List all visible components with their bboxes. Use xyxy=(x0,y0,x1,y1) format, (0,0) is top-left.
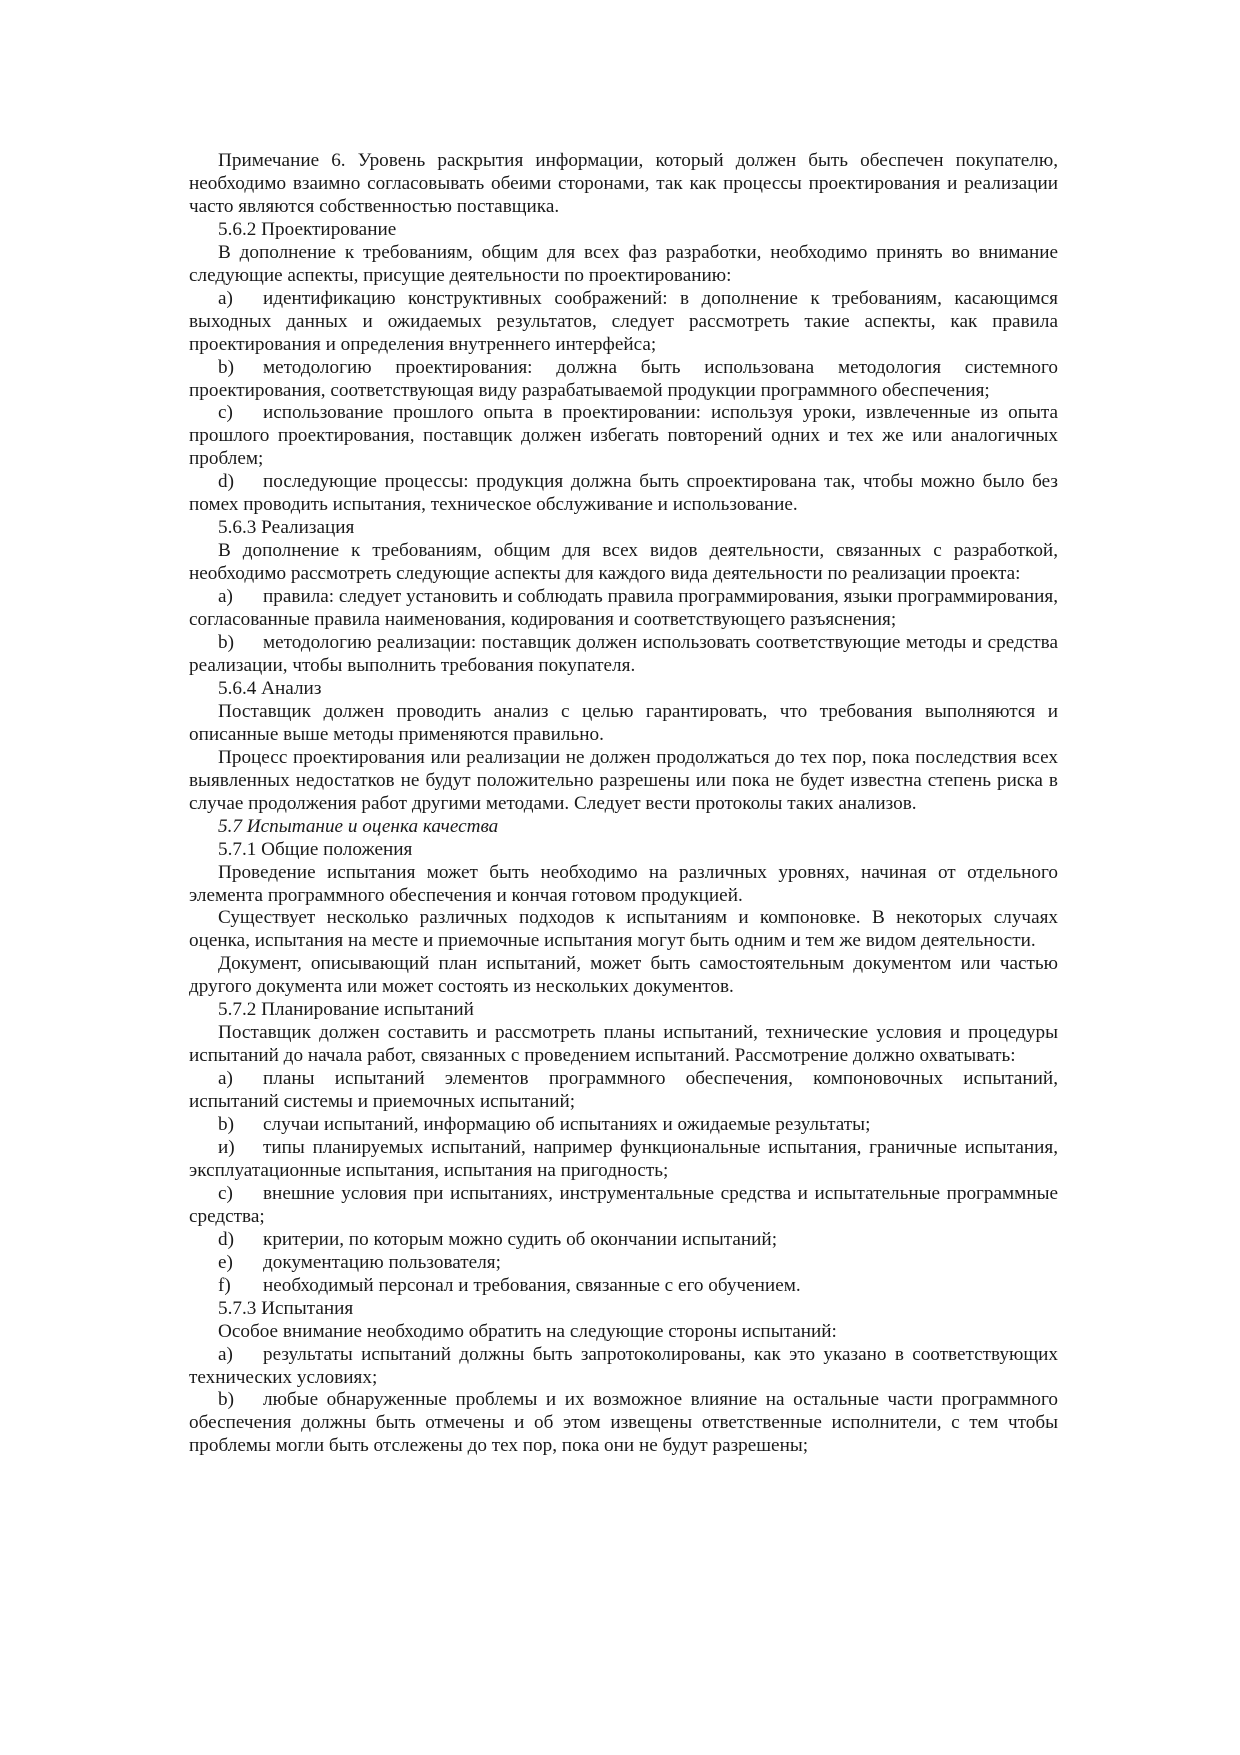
list-item-text: планы испытаний элементов программного обеспечения, компоновочных испытаний, испытаний системы и приемочных испытаний; xyxy=(189,1068,1058,1113)
list-item-text: идентификацию конструктивных соображений: в дополнение к требованиям, касающимся выходных данных и ожидаемых результатов, следует рассмотреть такие аспекты, как правила проектирования и определения внутреннего интерфейса; xyxy=(189,287,1058,355)
list-item-text: последующие процессы: продукция должна быть спроектирована так, чтобы можно было без помех проводить испытания, техническое обслуживание и использование. xyxy=(189,471,1058,516)
list-marker: e) xyxy=(218,1251,233,1273)
paragraph: В дополнение к требованиям, общим для всех видов деятельности, связанных с разработкой, необходимо рассмотреть следующие аспекты для каждого вида деятельности по реализации проекта: xyxy=(189,540,1058,585)
note-paragraph: Примечание 6. Уровень раскрытия информации, который должен быть обеспечен покупателю, необходимо взаимно согласовывать обеими сторонами, так как процессы проектирования и реализации часто являются собственностью поставщика. xyxy=(189,150,1058,217)
list-item-text: внешние условия при испытаниях, инструментальные средства и испытательные программные средства; xyxy=(189,1182,1058,1227)
list-marker: b) xyxy=(218,1389,234,1411)
list-item xyxy=(189,471,1058,517)
list-item-text: критерии, по которым можно судить об окончании испытаний; xyxy=(263,1228,778,1250)
list-marker: b) xyxy=(218,356,234,378)
list-item xyxy=(189,1389,1058,1458)
list-marker: f) xyxy=(218,1274,231,1296)
paragraph: Поставщик должен составить и рассмотреть планы испытаний, технические условия и процедуры испытаний до начала работ, связанных с проведением испытаний. Рассмотрение должно охватывать: xyxy=(189,1022,1058,1067)
section-heading-5-7: 5.7 Испытание и оценка качества xyxy=(218,815,499,837)
list-item-text: результаты испытаний должны быть запротоколированы, как это указано в соответствующих технических условиях; xyxy=(189,1343,1058,1388)
list-marker: a) xyxy=(218,1068,233,1090)
list-marker: d) xyxy=(218,1228,234,1250)
list-marker: a) xyxy=(218,287,233,309)
list-item xyxy=(189,1275,1058,1298)
paragraph: Поставщик должен проводить анализ с целью гарантировать, что требования выполняются и описанные выше методы применяются правильно. xyxy=(189,700,1058,745)
section-heading-5-6-2: 5.6.2 Проектирование xyxy=(218,218,397,240)
list-item xyxy=(189,1114,1058,1137)
section-heading-5-7-2: 5.7.2 Планирование испытаний xyxy=(218,999,474,1021)
paragraph: Особое внимание необходимо обратить на следующие стороны испытаний: xyxy=(218,1320,837,1342)
list-marker: a) xyxy=(218,1343,233,1365)
paragraph: Проведение испытания может быть необходимо на различных уровнях, начиная от отдельного элемента программного обеспечения и кончая готовом продукцией. xyxy=(189,861,1058,906)
list-item-text: случаи испытаний, информацию об испытаниях и ожидаемые результаты; xyxy=(263,1114,871,1136)
section-heading-5-6-4: 5.6.4 Анализ xyxy=(218,677,322,699)
list-item-text: любые обнаруженные проблемы и их возможное влияние на остальные части программного обеспечения должны быть отмечены и об этом извещены ответственные исполнители, с тем чтобы проблемы могли быть отслежены до тех пор, пока они не будут разрешены; xyxy=(189,1389,1058,1457)
list-item xyxy=(189,1137,1058,1183)
document-page xyxy=(189,150,1058,1458)
list-item-text: правила: следует установить и соблюдать правила программирования, языки программирования, согласованные правила наименования, кодирования и соответствующего разъяснения; xyxy=(189,586,1058,631)
list-marker: a) xyxy=(218,586,233,608)
list-item-text: типы планируемых испытаний, например функциональные испытания, граничные испытания, эксплуатационные испытания, испытания на пригодность; xyxy=(189,1136,1058,1181)
section-heading-5-6-3: 5.6.3 Реализация xyxy=(218,517,355,539)
list-item xyxy=(189,402,1058,471)
list-item xyxy=(189,1229,1058,1252)
list-item xyxy=(189,1183,1058,1229)
list-item-text: методологию проектирования: должна быть использована методология системного проектирования, соответствующая виду разрабатываемой продукции программного обеспечения; xyxy=(189,356,1058,401)
list-item xyxy=(189,357,1058,403)
paragraph: Существует несколько различных подходов к испытаниям и компоновке. В некоторых случаях оценка, испытания на месте и приемочные испытания могут быть одним и тем же видом деятельности. xyxy=(189,907,1058,952)
paragraph: В дополнение к требованиям, общим для всех фаз разработки, необходимо принять во внимание следующие аспекты, присущие деятельности по проектированию: xyxy=(189,241,1058,286)
list-item xyxy=(189,1068,1058,1114)
list-marker: c) xyxy=(218,1182,233,1204)
list-item-text: документацию пользователя; xyxy=(263,1251,501,1273)
list-item xyxy=(189,1344,1058,1390)
paragraph: Документ, описывающий план испытаний, может быть самостоятельным документом или частью другого документа или может состоять из нескольких документов. xyxy=(189,953,1058,998)
list-marker: b) xyxy=(218,632,234,654)
list-item-text: необходимый персонал и требования, связанные с его обучением. xyxy=(263,1274,801,1296)
list-item-text: методологию реализации: поставщик должен использовать соответствующие методы и средства реализации, чтобы выполнить требования покупателя. xyxy=(189,632,1058,676)
list-marker: c) xyxy=(218,402,233,424)
paragraph: Процесс проектирования или реализации не должен продолжаться до тех пор, пока последствия всех выявленных недостатков не будут положительно разрешены или пока не будет известна степень риска в случае продолжения работ другими методами. Следует вести протоколы таких анализов. xyxy=(189,746,1058,814)
list-marker: и) xyxy=(218,1136,235,1158)
list-item xyxy=(189,1252,1058,1275)
section-heading-5-7-1: 5.7.1 Общие положения xyxy=(218,838,413,860)
section-heading-5-7-3: 5.7.3 Испытания xyxy=(218,1297,354,1319)
list-item-text: использование прошлого опыта в проектировании: используя уроки, извлеченные из опыта прошлого проектирования, поставщик должен избегать повторений одних и тех же или аналогичных проблем; xyxy=(189,402,1058,470)
list-marker: b) xyxy=(218,1114,234,1136)
list-marker: d) xyxy=(218,471,234,493)
list-item xyxy=(189,632,1058,678)
list-item xyxy=(189,586,1058,632)
list-item xyxy=(189,288,1058,357)
